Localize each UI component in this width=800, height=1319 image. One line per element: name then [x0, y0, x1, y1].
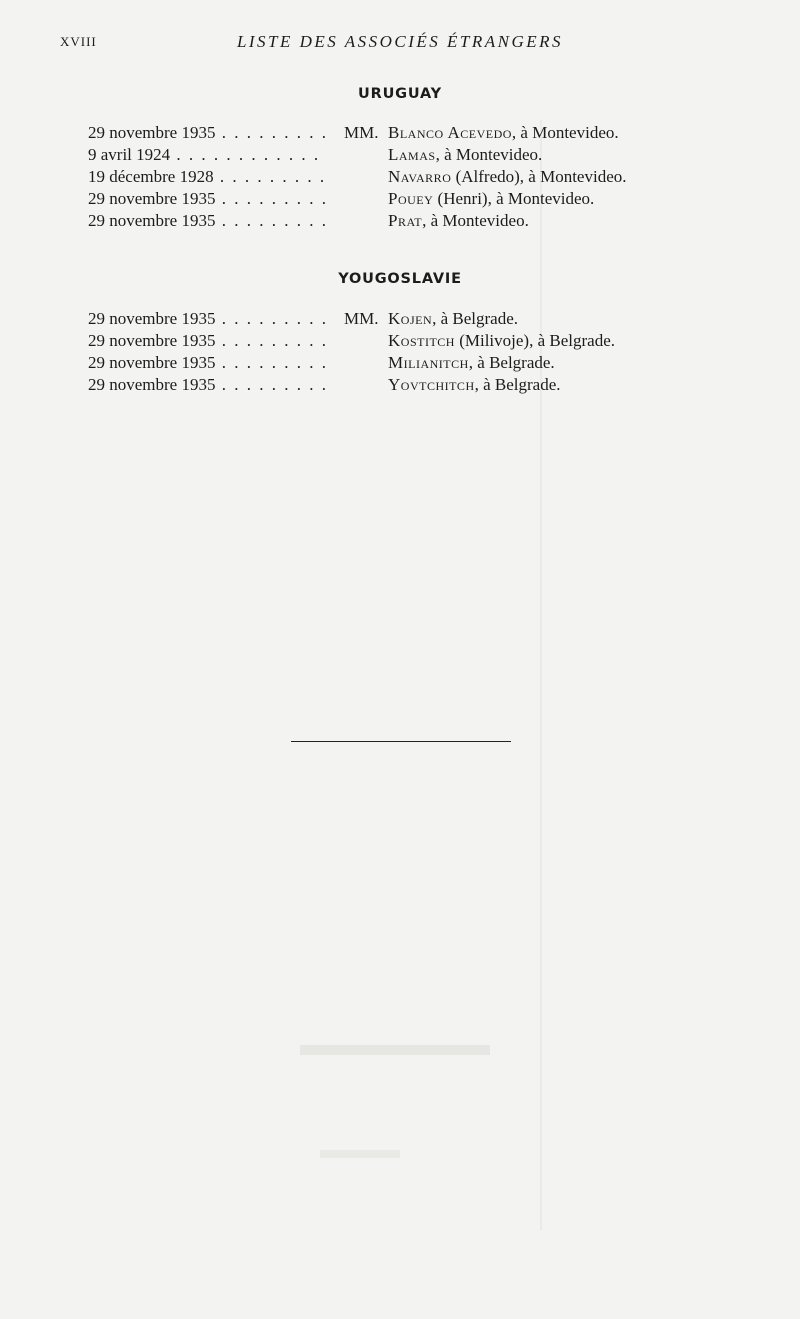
member-surname: Pouey	[388, 189, 434, 208]
list-item	[0, 331, 800, 353]
page-number: XVIII	[60, 34, 97, 49]
list-item	[0, 353, 800, 375]
honorific: MM.	[344, 123, 379, 142]
section-title-uruguay: URUGUAY	[358, 86, 442, 102]
member-details: , à Belgrade.	[432, 309, 519, 328]
list-item	[0, 375, 800, 397]
entry-list-uruguay	[0, 123, 800, 233]
election-date: 29 novembre 1935 . . .	[88, 375, 326, 395]
member-surname: Prat	[388, 211, 423, 230]
election-date: 29 novembre 1935 . . .	[88, 189, 326, 209]
member-name	[388, 375, 561, 395]
section-title-yougoslavie: YOUGOSLAVIE	[338, 271, 462, 287]
page-header	[60, 32, 740, 54]
member-surname: Yovtchitch	[388, 375, 475, 394]
list-item	[0, 309, 800, 331]
election-date: 29 novembre 1935 . . .	[88, 353, 326, 373]
member-details: (Henri), à Montevideo.	[433, 189, 595, 208]
election-date: 29 novembre 1935 . . .	[88, 123, 326, 143]
running-title: LISTE DES ASSOCIÉS ÉTRANGERS	[236, 32, 564, 51]
member-details: , à Belgrade.	[468, 353, 555, 372]
member-details: , à Montevideo.	[511, 123, 619, 142]
election-date: 19 décembre 1928 . . .	[88, 167, 326, 187]
member-surname: Navarro	[388, 167, 452, 186]
member-name	[388, 145, 542, 165]
list-item	[0, 167, 800, 189]
member-surname: Lamas	[388, 145, 436, 164]
member-name	[388, 331, 615, 351]
election-date: 29 novembre 1935 . . .	[88, 309, 326, 329]
list-item	[0, 145, 800, 167]
member-details: (Milivoje), à Belgrade.	[454, 331, 615, 350]
member-details: , à Montevideo.	[435, 145, 543, 164]
member-name	[388, 123, 619, 143]
member-name	[388, 353, 555, 373]
member-name	[388, 167, 627, 187]
member-details: , à Belgrade.	[474, 375, 561, 394]
member-name	[388, 211, 529, 231]
entry-list-yougoslavie	[0, 309, 800, 397]
election-date: 29 novembre 1935 . . .	[88, 331, 326, 351]
member-name	[388, 309, 518, 329]
election-date: 29 novembre 1935 . . .	[88, 211, 326, 231]
member-name	[388, 189, 594, 209]
member-surname: Milianitch	[388, 353, 469, 372]
member-surname: Blanco Acevedo	[388, 123, 512, 142]
closing-rule	[291, 741, 511, 742]
member-details: , à Montevideo.	[422, 211, 529, 230]
member-surname: Kostitch	[388, 331, 455, 350]
list-item	[0, 211, 800, 233]
list-item	[0, 123, 800, 145]
list-item	[0, 189, 800, 211]
member-surname: Kojen	[388, 309, 433, 328]
honorific: MM.	[344, 309, 379, 328]
election-date: 9 avril 1924 . . .	[88, 145, 326, 165]
member-details: (Alfredo), à Montevideo.	[451, 167, 627, 186]
